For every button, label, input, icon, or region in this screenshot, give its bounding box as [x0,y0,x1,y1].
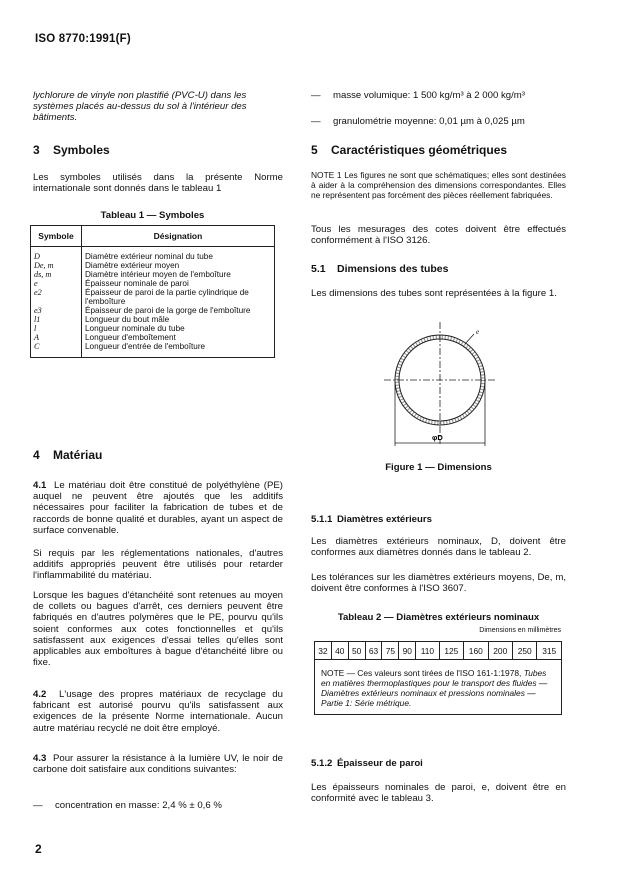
symbol-cell: ds, m [31,270,82,279]
clause-text: L'usage des propres matériaux de recyclage du fabricant est autorisé pourvu qu'ils satisfassent aux exigences de la présente Norme internationale. Aucun autre matériau recyclé ne doit être employé. [33,689,283,734]
symbol-cell: e3 [31,306,82,315]
clause-text: Pour assurer la résistance à la lumière UV, le noir de carbone doit satisfaire aux conditions suivantes: [33,753,283,776]
diameter-cell: 160 [464,642,488,660]
section-5-1-1-paragraph-b: Les tolérances sur les diamètres extérieurs moyens, De, m, doivent être conformes à l'ISO 3607. [311,572,566,595]
clause-number: 4.3 [33,753,47,764]
section-3-paragraph: Les symboles utilisés dans la présente Norme internationale sont donnés dans le tableau 1 [33,172,283,195]
diameter-cell: 75 [382,642,399,660]
table-1-caption: Tableau 1 — Symboles [100,210,205,221]
table-note [315,660,562,715]
section-5-1-1-paragraph: Les diamètres extérieurs nominaux, D, doivent être conformes aux diamètres donnés dans le tableau 2. [311,536,566,559]
paragraph-4-2 [33,689,283,734]
table-row [315,642,562,660]
table-header-designation: Désignation [82,226,275,247]
label-diameter: φD [432,433,443,442]
symbol-cell: l1 [31,315,82,324]
section-5-1-1-heading [311,514,566,525]
diameter-cell: 110 [416,642,439,660]
designation-cell: Diamètre extérieur nominal du tube [82,247,275,262]
section-title: Diamètres extérieurs [337,514,432,525]
diameter-cell: 250 [513,642,537,660]
section-5-1-2-heading [311,758,566,769]
table-row [31,315,275,324]
section-title: Épaisseur de paroi [337,758,423,769]
section-3-heading [33,145,283,156]
table-row [31,324,275,333]
section-number: 5 [311,143,318,157]
section-5-heading [311,145,566,156]
designation-cell: Épaisseur de paroi de la partie cylindrique de l'emboîture [82,288,275,306]
list-item: — masse volumique: 1 500 kg/m³ à 2 000 kg/m³ [311,90,525,101]
note-italic-text: Tubes en matières thermoplastiques pour le transport des fluides — Diamètres extérieurs nominaux et pressions nominales — Partie 1: Série métrique. [321,668,548,708]
designation-cell: Longueur du bout mâle [82,315,275,324]
diameter-cell: 32 [315,642,332,660]
list-item: — concentration en masse: 2,4 % ± 0,6 % [33,800,222,811]
symbol-cell: e [31,279,82,288]
diameter-cell: 50 [348,642,365,660]
designation-cell: Épaisseur de paroi de la gorge de l'emboîture [82,306,275,315]
pipe-cross-section-figure [380,322,500,447]
list-item-text: granulométrie moyenne: 0,01 µm à 0,025 µm [333,116,525,127]
paragraph-4-1-c: Lorsque les bagues d'étanchéité sont retenues au moyen de collets ou bagues d'arrêt, ces derniers peuvent être fabriqués en d'autres polymères que le PE, pourvu qu'ils soient conformes aux cotes fonctionnelles et qu'ils satisfassent aux exigences d'essai telles qu'elles sont applicables aux emboîtures à bague d'étanchéité libre ou fixe. [33,590,283,669]
section-number: 5.1 [311,263,326,275]
section-title: Dimensions des tubes [337,263,449,275]
table-row [31,270,275,279]
designation-cell: Diamètre intérieur moyen de l'emboîture [82,270,275,279]
section-number: 5.1.2 [311,758,333,769]
table-row [31,342,275,358]
document-id: ISO 8770:1991(F) [35,33,131,45]
symbol-cell: C [31,342,82,358]
symbol-cell: A [31,333,82,342]
section-title: Matériau [53,448,103,462]
symbols-table [30,225,275,358]
section-number: 3 [33,143,40,157]
section-4-heading [33,450,283,461]
section-5-1-heading [311,264,566,275]
note-plain-text: NOTE — Ces valeurs sont tirées de l'ISO 161-1:1978, [321,668,522,678]
table-row [31,247,275,262]
designation-cell: Diamètre extérieur moyen [82,261,275,270]
clause-number: 4.1 [33,480,47,491]
symbol-cell: De, m [31,261,82,270]
diameter-cell: 90 [399,642,416,660]
designation-cell: Longueur d'entrée de l'emboîture [82,342,275,358]
section-number: 5.1.1 [311,514,333,525]
section-5-paragraph: Tous les mesurages des cotes doivent être effectués conformément à l'ISO 3126. [311,224,566,247]
table-row [31,333,275,342]
section-title: Symboles [53,143,110,157]
table-note-row [315,660,562,715]
designation-cell: Longueur nominale du tube [82,324,275,333]
diameter-cell: 315 [537,642,562,660]
table-header-symbol: Symbole [31,226,82,247]
table-row [31,288,275,306]
section-5-1-2-paragraph: Les épaisseurs nominales de paroi, e, doivent être en conformité avec le tableau 3. [311,782,566,805]
figure-1-caption: Figure 1 — Dimensions [385,462,492,473]
designation-cell: Épaisseur nominale de paroi [82,279,275,288]
list-item-text: concentration en masse: 2,4 % ± 0,6 % [55,800,222,811]
intro-text: lychlorure de vinyle non plastifié (PVC-U) dans les systèmes placés au-dessus du sol à l'intérieur des bâtiments. [33,90,247,124]
table-row [31,261,275,270]
list-item-text: masse volumique: 1 500 kg/m³ à 2 000 kg/m³ [333,90,525,101]
section-number: 4 [33,448,40,462]
symbol-cell: D [31,247,82,262]
section-title: Caractéristiques géométriques [331,143,508,157]
table-row [31,279,275,288]
symbol-cell: l [31,324,82,333]
diameter-cell: 125 [439,642,463,660]
diameters-table [314,641,562,715]
table-2-units: Dimensions en millimètres [479,627,561,634]
diameter-cell: 63 [365,642,382,660]
list-item: — granulométrie moyenne: 0,01 µm à 0,025 µm [311,116,525,127]
diameter-cell: 40 [331,642,348,660]
note-1: NOTE 1 Les figures ne sont que schématiques; elles sont destinées à aider à la compréhension des dimensions correspondantes. Elles ne représentent pas forcément des pièces réellement fabriquées. [311,170,566,200]
diameter-cell: 200 [488,642,512,660]
paragraph-4-3 [33,753,283,775]
section-5-1-paragraph: Les dimensions des tubes sont représentées à la figure 1. [311,288,557,299]
label-e: e [476,328,480,336]
table-2-caption: Tableau 2 — Diamètres extérieurs nominaux [337,612,540,623]
designation-cell: Longueur d'emboîtement [82,333,275,342]
clause-number: 4.2 [33,689,47,700]
paragraph-4-1-b: Si requis par les réglementations nationales, d'autres additifs appropriés peuvent être utilisés pour retarder l'inflammabilité du matériau. [33,548,283,582]
symbol-cell: e2 [31,288,82,306]
paragraph-4-1 [33,480,283,536]
clause-text: Le matériau doit être constitué de polyéthylène (PE) auquel ne peuvent être ajoutés que les additifs nécessaires pour faciliter la fabrication de tubes et de raccords de bonne qualité et durables, ayant un aspect de surface convenable. [33,480,283,536]
table-row [31,306,275,315]
page-number: 2 [35,842,42,856]
